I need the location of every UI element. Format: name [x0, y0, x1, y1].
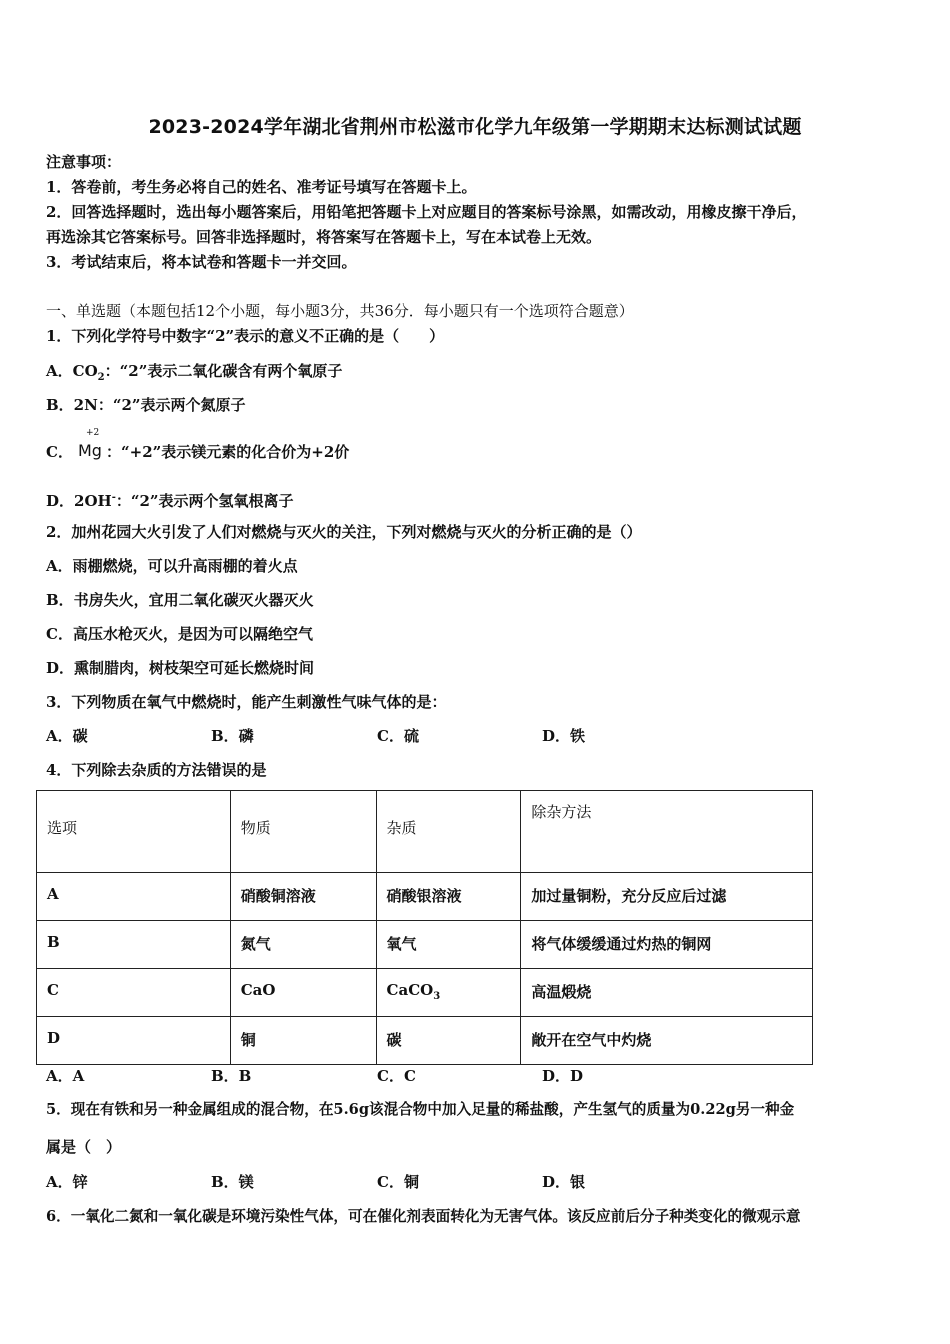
question-3-option: A．碳: [46, 727, 88, 745]
option-d-formula: D．2OH: [46, 492, 112, 510]
question-1-option-c-label: C．: [46, 443, 73, 461]
table-header-cell: 选项: [37, 791, 231, 873]
table-cell: C: [37, 969, 231, 1017]
question-3-stem: 3．下列物质在氧气中燃烧时，能产生刺激性气味气体的是：: [46, 693, 447, 711]
table-header-cell: 除杂方法: [521, 791, 813, 873]
question-4-option: C．C: [377, 1067, 416, 1085]
subscript: 2: [97, 372, 105, 383]
notice-heading: 注意事项：: [46, 153, 122, 171]
table-cell: D: [37, 1017, 231, 1065]
question-3-option: B．磷: [211, 727, 254, 745]
option-d-text: ：“2”表示两个氢氧根离子: [115, 492, 294, 510]
table-cell: 硝酸银溶液: [376, 873, 521, 921]
question-5-stem-continued: 属是（ ）: [46, 1138, 122, 1156]
question-5-option: A．锌: [46, 1173, 88, 1191]
question-2-stem: 2．加州花园大火引发了人们对燃烧与灭火的关注，下列对燃烧与灭火的分析正确的是（）: [46, 523, 642, 541]
notice-item: 3．考试结束后，将本试卷和答题卡一并交回。: [46, 253, 357, 271]
question-5-option: D．银: [542, 1173, 586, 1191]
question-1-option-d: [46, 488, 294, 511]
impurity-table: [36, 790, 813, 1065]
table-cell: 硝酸铜溶液: [230, 873, 376, 921]
question-2-option: B．书房失火，宜用二氧化碳灭火器灭火: [46, 591, 314, 609]
question-1-option-c-text: ：“+2”表示镁元素的化合价为+2价: [106, 443, 350, 461]
table-cell: 高温煅烧: [521, 969, 813, 1017]
question-5-stem: 5．现在有铁和另一种金属组成的混合物，在5.6g该混合物中加入足量的稀盐酸，产生氢气的质量为0.22g另一种金: [46, 1101, 795, 1118]
table-row: [37, 969, 813, 1017]
question-1-stem: 1．下列化学符号中数字“2”表示的意义不正确的是（ ）: [46, 327, 445, 345]
table-header-row: [37, 791, 813, 873]
question-5-option: C．铜: [377, 1173, 419, 1191]
question-3-option: C．硫: [377, 727, 419, 745]
question-2-option: C．高压水枪灭火，是因为可以隔绝空气: [46, 625, 313, 643]
section-heading: 一、单选题（本题包括12个小题，每小题3分，共36分．每小题只有一个选项符合题意）: [46, 302, 634, 320]
question-3-option: D．铁: [542, 727, 586, 745]
table-cell: CaO: [230, 969, 376, 1017]
table-cell: 碳: [376, 1017, 521, 1065]
question-2-option: D．熏制腊肉，树枝架空可延长燃烧时间: [46, 659, 315, 677]
question-1-option-b: B．2N：“2”表示两个氮原子: [46, 396, 246, 414]
question-6-stem: 6．一氧化二氮和一氧化碳是环境污染性气体，可在催化剂表面转化为无害气体。该反应前后分子种类变化的微观示意: [46, 1208, 801, 1225]
table-cell: 铜: [230, 1017, 376, 1065]
option-a-formula: A．CO: [46, 362, 98, 380]
superscript: -: [111, 492, 116, 503]
question-4-option: D．D: [542, 1067, 584, 1085]
page-title: 2023-2024学年湖北省荆州市松滋市化学九年级第一学期期末达标测试试题: [148, 116, 802, 138]
subscript: 3: [433, 991, 441, 1002]
table-header-cell: 物质: [230, 791, 376, 873]
question-4-stem: 4．下列除去杂质的方法错误的是: [46, 761, 267, 779]
table-row: [37, 921, 813, 969]
table-cell: 氮气: [230, 921, 376, 969]
table-row: [37, 873, 813, 921]
table-row: [37, 1017, 813, 1065]
caco3-formula: CaCO: [386, 981, 434, 999]
option-a-text: ：“2”表示二氧化碳含有两个氧原子: [104, 362, 343, 380]
element-symbol: Mg: [78, 441, 102, 460]
question-5-option: B．镁: [211, 1173, 254, 1191]
table-header-cell: 杂质: [376, 791, 521, 873]
table-cell: 氧气: [376, 921, 521, 969]
table-cell: A: [37, 873, 231, 921]
notice-item: 再选涂其它答案标号。回答非选择题时，将答案写在答题卡上，写在本试卷上无效。: [46, 228, 602, 246]
table-cell: 敞开在空气中灼烧: [521, 1017, 813, 1065]
table-cell: B: [37, 921, 231, 969]
question-1-option-a: [46, 361, 342, 388]
notice-item: 1．答卷前，考生务必将自己的姓名、准考证号填写在答题卡上。: [46, 178, 477, 196]
question-4-option: A．A: [46, 1067, 85, 1085]
mg-valence-symbol: [78, 428, 108, 468]
valence-superscript: +2: [86, 428, 100, 438]
table-cell: 加过量铜粉，充分反应后过滤: [521, 873, 813, 921]
question-4-option: B．B: [211, 1067, 252, 1085]
question-2-option: A．雨棚燃烧，可以升高雨棚的着火点: [46, 557, 298, 575]
notice-item: 2．回答选择题时，选出每小题答案后，用铅笔把答题卡上对应题目的答案标号涂黑，如需改动，用橡皮擦干净后，: [46, 203, 807, 221]
table-cell: [376, 969, 521, 1017]
table-cell: 将气体缓缓通过灼热的铜网: [521, 921, 813, 969]
